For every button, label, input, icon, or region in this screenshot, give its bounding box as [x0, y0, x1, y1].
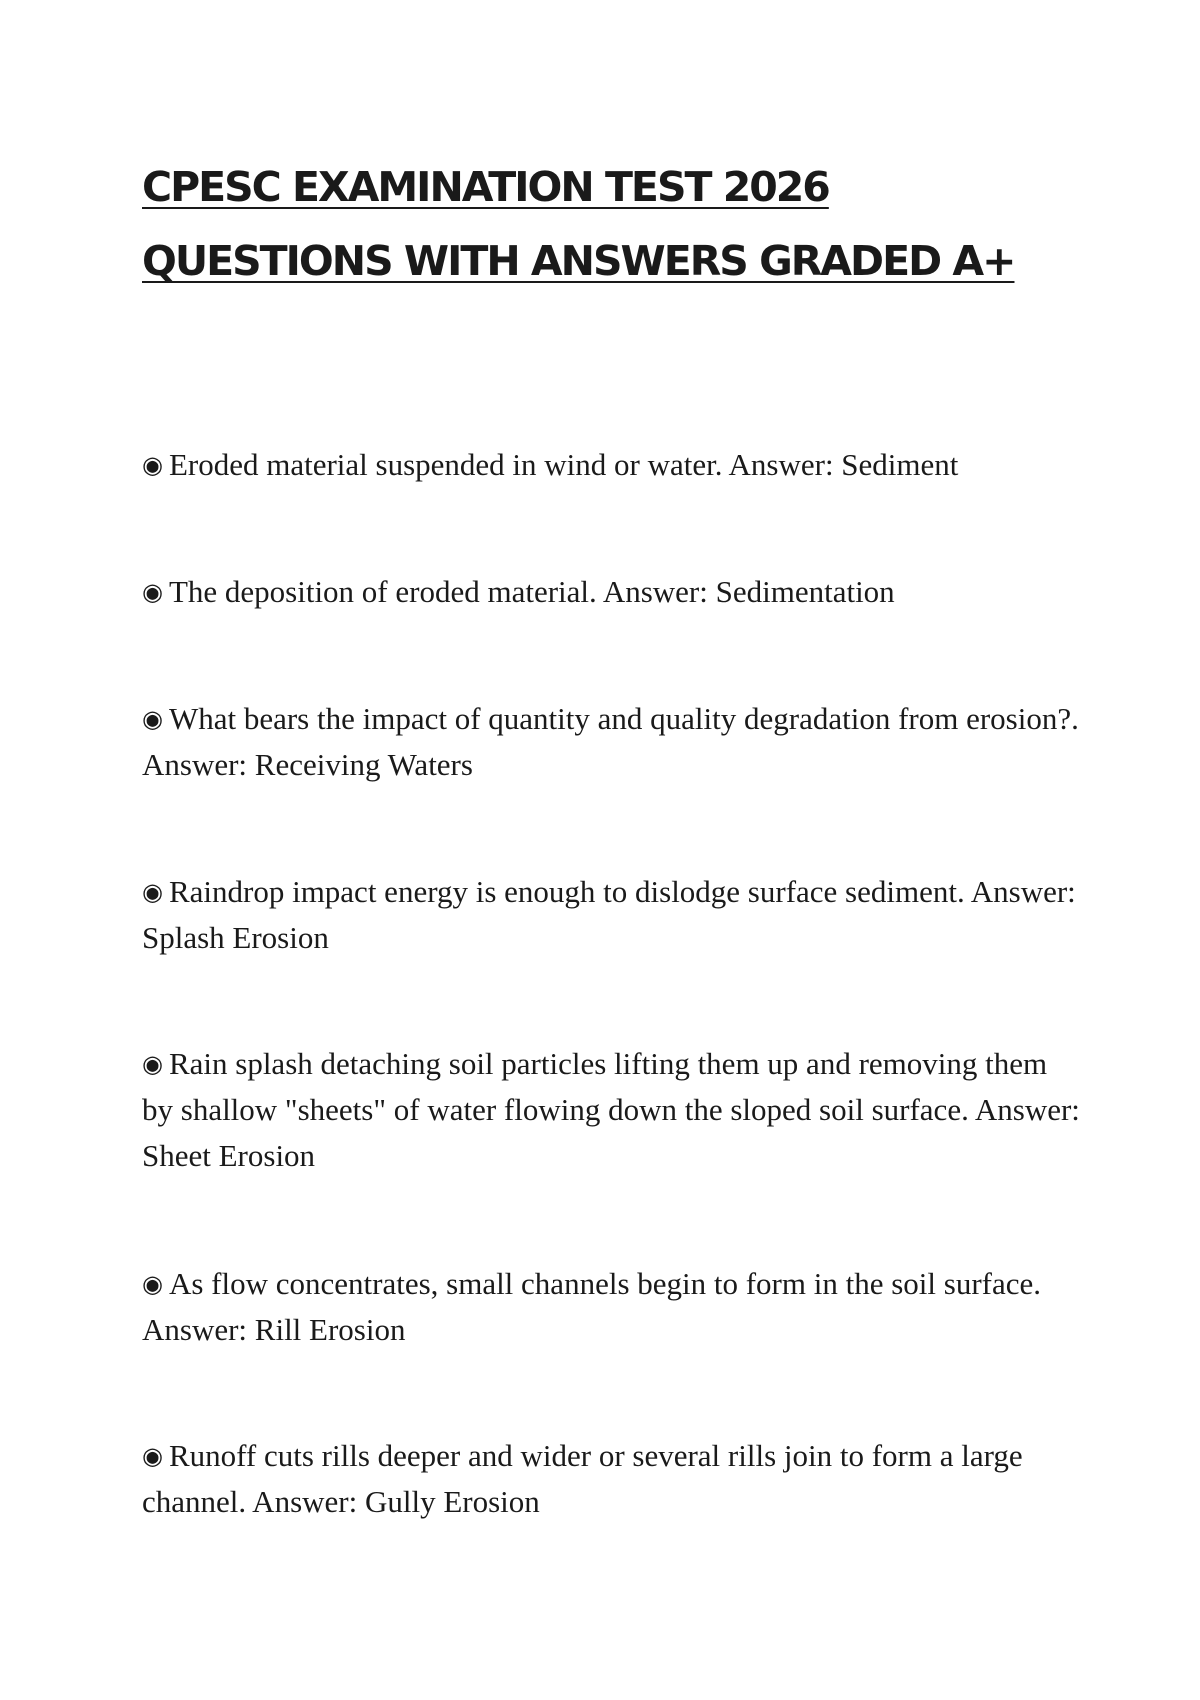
radio-bullet-icon: ◉ [142, 578, 163, 606]
radio-bullet-icon: ◉ [142, 878, 163, 906]
document-title: CPESC EXAMINATION TEST 2026 QUESTIONS WITH ANSWERS GRADED A+ [142, 163, 1015, 285]
qa-item-text: Eroded material suspended in wind or water. Answer: Sediment [168, 447, 959, 482]
qa-item-3 [142, 696, 1082, 788]
qa-item-5 [142, 1041, 1082, 1179]
qa-item-text: Rain splash detaching soil particles lifting them up and removing them by shallow "sheets" of water flowing down the sloped soil surface. Answer: Sheet Erosion [142, 1046, 1080, 1173]
radio-bullet-icon: ◉ [142, 705, 163, 733]
qa-item-text: As flow concentrates, small channels begin to form in the soil surface. Answer: Rill Erosion [142, 1266, 1042, 1347]
radio-bullet-icon: ◉ [142, 1050, 163, 1078]
qa-item-7 [142, 1433, 1082, 1525]
radio-bullet-icon: ◉ [142, 1270, 163, 1298]
qa-item-text: What bears the impact of quantity and quality degradation from erosion?. Answer: Receiving Waters [142, 701, 1079, 782]
qa-item-6 [142, 1261, 1082, 1353]
qa-item-1 [142, 442, 1082, 488]
qa-item-2 [142, 569, 1082, 615]
qa-item-text: Raindrop impact energy is enough to dislodge surface sediment. Answer: Splash Erosion [142, 874, 1076, 955]
radio-bullet-icon: ◉ [142, 451, 163, 479]
radio-bullet-icon: ◉ [142, 1442, 163, 1470]
qa-item-text: Runoff cuts rills deeper and wider or several rills join to form a large channel. Answer: Gully Erosion [142, 1438, 1023, 1519]
qa-item-text: The deposition of eroded material. Answer: Sedimentation [168, 574, 895, 609]
qa-item-4 [142, 869, 1082, 961]
